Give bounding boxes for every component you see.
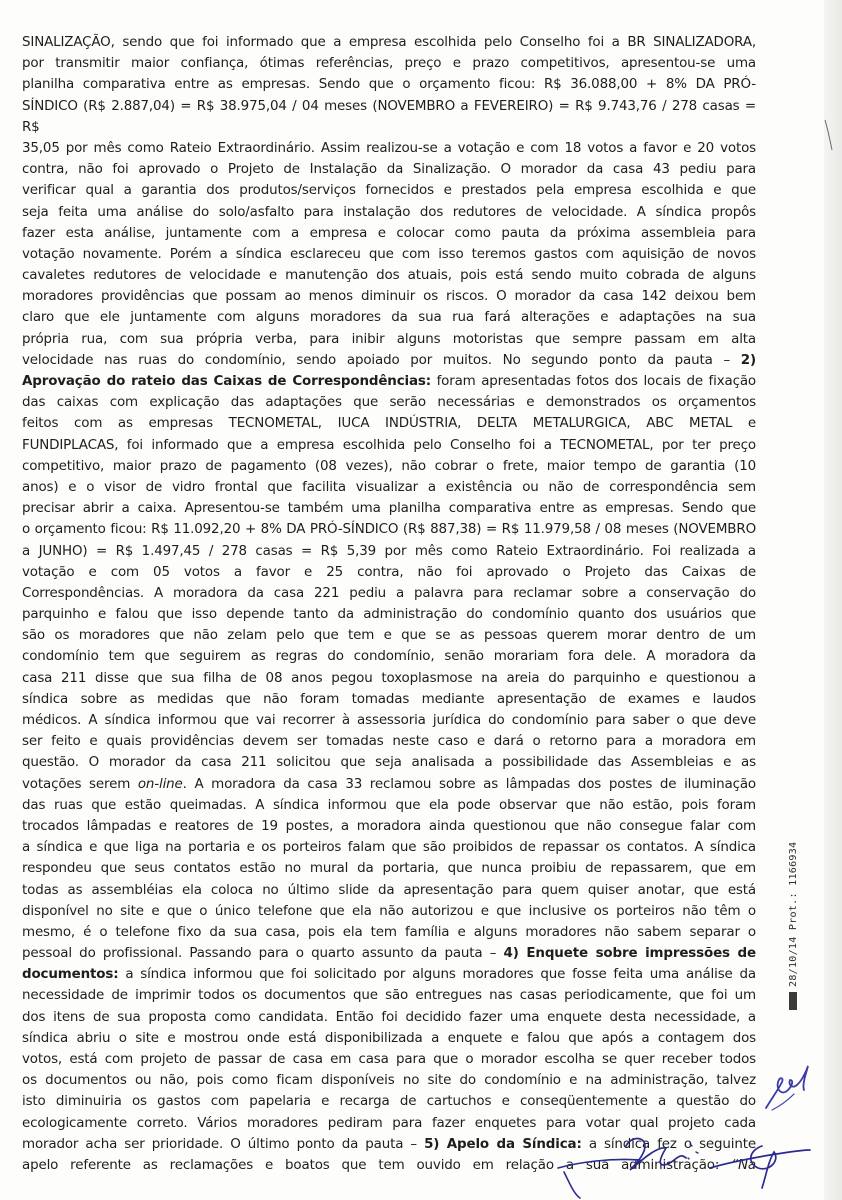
text-line: verificar qual a garantia dos produtos/serviços fornecidos e prestados pela empresa escolhida e que [22,183,756,199]
text-run: a síndica fez o seguinte [588,1136,756,1152]
text-line: seja feita uma análise do solo/asfalto para instalação dos redutores de velocidade. A síndica propôs [22,204,756,220]
text-line: respondeu que seus contatos estão no mural da portaria, que nunca proibiu de repassarem, que em [22,861,756,877]
agenda-item-heading: documentos: [22,967,119,983]
text-run: apelo referente as reclamações e boatos que tem ouvido em relação a sua administração: [22,1157,720,1173]
text-line: mesmo, é o telefone fixo da sua casa, pois ela tem família e alguns moradores não sabem separar o [22,924,756,940]
agenda-item-number: 2) [740,352,756,368]
text-line: das ruas que estão queimadas. A síndica informou que ela pode observar que não estão, pois foram [22,797,756,813]
text-line: síndica abriu o site e mostrou onde está disponibilizada a enquete e falou que após a contagem dos [22,1030,756,1046]
text-line: a síndica e que liga na portaria e os porteiros falam que são proibidos de repassar os contatos. A síndica [22,840,756,856]
page-edge [824,0,842,1200]
text-line: são os moradores que não zelam pelo que tem e que se as pessoas querem morar dentro de um [22,628,756,644]
text-line: ecologicamente correto. Vários moradores pediram para fazer enquetes para votar qual projeto cada [22,1115,756,1131]
text-line: parquinho e falou que isso depende tanto da administração do condomínio quanto dos usuários que [22,607,756,623]
text-line: votação novamente. Porém a síndica esclareceu que com isso teremos gastos com aquisição de novos [22,246,756,262]
text-line [22,964,756,985]
text-line: feitos com as empresas TECNOMETAL, IUCA INDÚSTRIA, DELTA METALURGICA, ABC METAL e [22,416,756,432]
text-line: Correspondências. A moradora da casa 221 pediu a palavra para reclamar sobre a conservação do [22,585,756,601]
document-body [22,32,756,1176]
agenda-item-heading: Aprovação do rateio das Caixas de Correspondências: [22,374,431,389]
text-line: FUNDIPLACAS, foi informado que a empresa escolhida pelo Conselho foi a TECNOMETAL, por ter preço [22,437,756,453]
text-line: ser feito e quais providências devem ser tomadas neste caso e dará o retorno para a moradora em [22,734,756,750]
text-line: das caixas com explicação das adaptações que serão necessárias e demonstrados os orçamentos [22,395,756,411]
text-line [22,774,756,795]
initials-signature [758,1060,818,1120]
text-line: questão. O morador da casa 211 solicitou que seja analisada a possibilidade das Assembleias e as [22,755,756,771]
text-line: por transmitir maior confiança, ótimas referências, preço e prazo competitivos, apresentou-se uma [22,56,756,72]
text-line: própria rua, com sua própria verba, para inibir alguns motoristas que sempre passam em alta [22,331,756,347]
text-line [22,371,756,392]
protocol-stamp-text: 28/10/14 Prot.: 1166934 [788,841,799,987]
text-line: necessidade de imprimir todos os documentos que são entregues nas casas periodicamente, que foi um [22,988,756,1004]
text-run: a síndica informou que foi solicitado por alguns moradores que fosse feita uma análise da [125,967,756,983]
text-run: velocidade nas ruas do condomínio, sendo apoiado por muitos. No segundo ponto da pauta – [22,352,731,368]
text-line: casa 211 disse que sua filha de 08 anos pegou toxoplasmose na areia do parquinho e questionou a [22,670,756,686]
text-line: disponível no site e que o único telefone que ela não autorizou e que inclusive os porteiros não têm o [22,903,756,919]
text-line: o orçamento ficou: R$ 11.092,20 + 8% DA PRÓ-SÍNDICO (R$ 887,38) = R$ 11.979,58 / 08 meses (NOVEMBRO [22,522,756,538]
text-line: a JUNHO) = R$ 1.497,45 / 278 casas = R$ 5,39 por mês como Rateio Extraordinário. Foi realizada a [22,543,756,559]
text-line: 35,05 por mês como Rateio Extraordinário. Assim realizou-se a votação e com 18 votos a favor e 20 votos [22,140,756,156]
text-line: planilha comparativa entre as empresas. Sendo que o orçamento ficou: R$ 36.088,00 + 8% DA PRÓ- [22,77,756,93]
text-run: morador acha ser prioridade. O último ponto da pauta – [22,1136,417,1152]
text-line: síndica sobre as medidas que não foram tomadas mediante apresentação de exames e laudos [22,691,756,707]
protocol-stamp [788,842,799,1010]
text-line: fazer esta análise, juntamente com a empresa e colocar como pauta da próxima assembleia para [22,225,756,241]
text-line: todas as assembléias ela coloca no último slide da apresentação para quem quiser anotar, que está [22,882,756,898]
text-line: claro que ele juntamente com alguns moradores da sua rua fará alterações e adaptações na sua [22,310,756,326]
margin-mark [822,118,836,152]
text-line: isto diminuiria os gastos com papelaria e recarga de cartuchos e conseqüentemente a questão do [22,1094,756,1110]
text-line: dos itens de sua proposta como candidata. Então foi decidido fazer uma enquete desta necessidade, a [22,1009,756,1025]
italic-term: on-line [137,776,183,792]
text-line: precisar abrir a caixa. Apresentou-se também uma planilha comparativa entre as empresas. Sendo que [22,501,756,517]
text-line [22,350,756,371]
italic-quote: “Na [731,1157,756,1173]
text-line: trocados lâmpadas e reatores de 19 postes, a moradora ainda questionou que não consegue falar com [22,818,756,834]
text-run: foram apresentadas fotos dos locais de fixação [436,374,756,389]
text-line: votos, está com projeto de passar de casa em casa para que o morador escolha se quer receber todos [22,1052,756,1067]
text-line: condomínio tem que seguirem as regras do condomínio, senão morariam fora dele. A moradora da [22,649,756,665]
text-line: votação e com 05 votos a favor e 25 contra, não foi aprovado o Projeto das Caixas de [22,564,756,580]
handwritten-signatures [540,1128,840,1200]
agenda-item-heading: 5) Apelo da Síndica: [424,1136,582,1152]
text-line: os documentos ou não, pois como ficam disponíveis no site do condomínio e na administração, talvez [22,1073,756,1089]
text-line: anos) e o visor de vidro frontal que facilita visualizar a existência ou não de correspondência sem [22,479,756,495]
text-line: competitivo, maior prazo de pagamento (08 vezes), não cobrar o frete, maior tempo de garantia (10 [22,458,756,474]
text-run: pessoal do profissional. Passando para o quarto assunto da pauta – [22,946,497,962]
text-line [22,943,756,964]
text-run: votações serem [22,776,131,792]
text-line: contra, não foi aprovado o Projeto de Instalação da Sinalização. O morador da casa 43 pediu para [22,162,756,178]
text-run: . A moradora da casa 33 reclamou sobre as lâmpadas dos postes de iluminação [182,776,756,792]
text-line: SÍNDICO (R$ 2.887,04) = R$ 38.975,04 / 04 meses (NOVEMBRO a FEVEREIRO) = R$ 9.743,76 / 278 casas = R$ [22,98,756,135]
stamp-logo [789,992,797,1010]
text-line: médicos. A síndica informou que vai recorrer à assessoria jurídica do condomínio para saber o que deve [22,713,756,728]
text-line: cavaletes redutores de velocidade e manutenção dos atuais, pois está sendo muito cobrada de alguns [22,268,756,284]
text-line: moradores providências que possam ao menos diminuir os riscos. O morador da casa 142 deixou bem [22,289,756,305]
text-line: SINALIZAÇÃO, sendo que foi informado que a empresa escolhida pelo Conselho foi a BR SINALIZADORA, [22,35,756,50]
agenda-item-heading: 4) Enquete sobre impressões de [503,946,756,962]
